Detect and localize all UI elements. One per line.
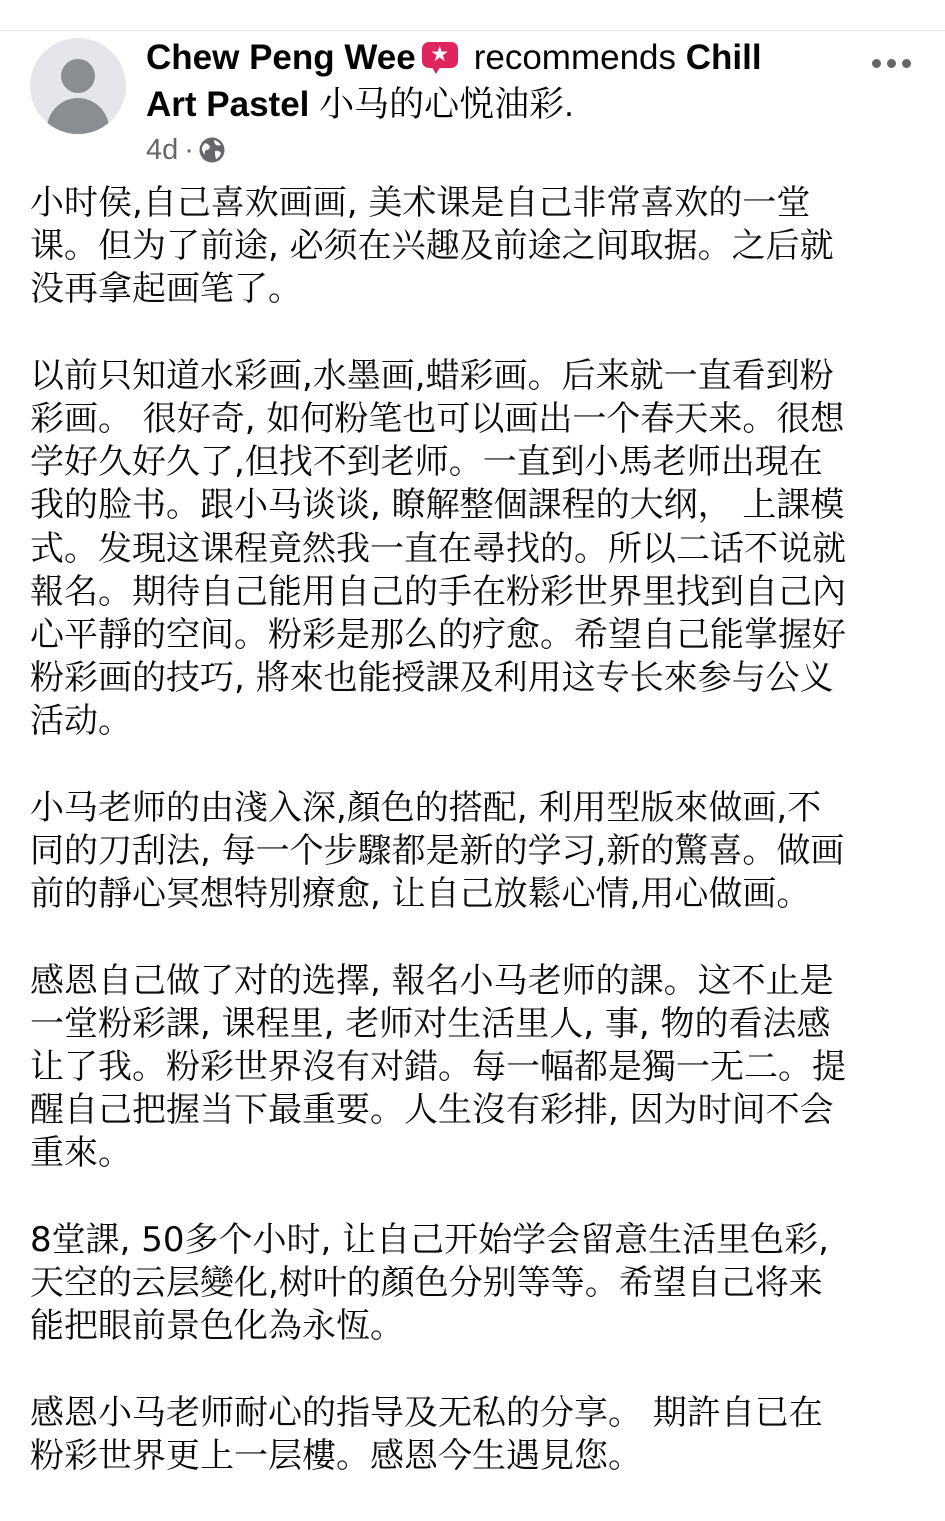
meta-separator: ·	[184, 134, 194, 166]
page-name-chinese[interactable]: 小马的心悦油彩.	[319, 85, 574, 124]
post-meta	[146, 130, 226, 170]
page-name-part1[interactable]: Chill	[685, 38, 762, 77]
avatar-shoulders	[47, 98, 109, 134]
author-name[interactable]: Chew Peng Wee	[146, 38, 416, 77]
post-paragraph: 8堂課, 50多个小时, 让自己开始学会留意生活里色彩, 天空的云层變化,树叶的顏色分别等等。希望自己将来 能把眼前景色化為永恆。	[30, 1219, 829, 1347]
page-name-part2[interactable]: Art Pastel	[146, 85, 310, 124]
top-edge	[0, 0, 945, 31]
action-text: recommends	[473, 38, 676, 77]
post-paragraph: 小马老师的由淺入深,顏色的搭配, 利用型版來做画,不 同的刀刮法, 每一个步驟都是新的学习,新的驚喜。做画 前的靜心冥想特別療愈, 让自己放鬆心情,用心做画。	[30, 787, 845, 915]
post-paragraph: 小时侯,自己喜欢画画, 美术课是自己非常喜欢的一堂 课。但为了前途, 必须在兴趣及前途之间取据。之后就 没再拿起画笔了。	[30, 183, 834, 310]
post-header-line-1	[146, 36, 762, 80]
post-paragraph: 感恩小马老师耐心的指导及无私的分享。 期許自已在 粉彩世界更上一层樓。感恩今生遇見您。	[30, 1392, 823, 1476]
avatar[interactable]	[30, 38, 126, 134]
more-options-icon[interactable]	[872, 56, 912, 70]
timestamp[interactable]: 4d	[146, 134, 179, 166]
facebook-post	[0, 30, 945, 1479]
globe-icon[interactable]	[198, 136, 226, 164]
post-header-line-2	[146, 83, 574, 127]
post-paragraph: 以前只知道水彩画,水墨画,蜡彩画。后来就一直看到粉 彩画。 很好奇, 如何粉笔也可以画出一个春天来。很想 学好久好久了,但找不到老师。一直到小馬老师出現在 我的脸书。跟小马谈谈, 瞭解整個課程的大纲， 上課模 式。发現这课程竟然我一直在尋找的。所以二话不说就 報名。期待自己能用自己的手在粉彩世界里找到自己內 心平靜的空间。粉彩是那么的疗愈。希望自己能掌握好 粉彩画的技巧, 將來也能授課及利用这专长來参与公义 活动。	[30, 355, 846, 742]
recommend-star-icon: ★	[422, 42, 458, 72]
avatar-head	[61, 59, 95, 93]
post-body	[30, 182, 915, 1521]
post-paragraph: 感恩自己做了对的选擇, 報名小马老师的課。这不止是 一堂粉彩課, 课程里, 老师对生活里人, 事, 物的看法感 让了我。粉彩世界沒有对錯。每一幅都是獨一无二。提 醒自己把握当下最重要。人生沒有彩排, 因为时间不会 重來。	[30, 960, 846, 1174]
